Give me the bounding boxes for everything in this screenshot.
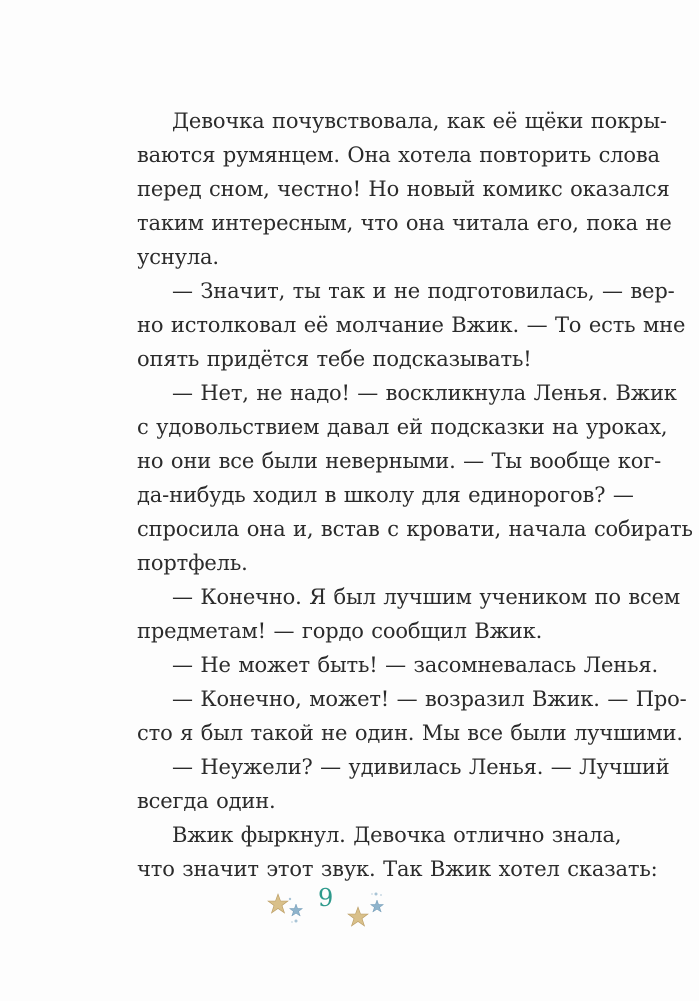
text-line: что значит этот звук. Так Вжик хотел сказать: xyxy=(137,857,658,881)
star-cluster-right-icon xyxy=(344,890,394,932)
text-line: — Неужели? — удивилась Ленья. — Лучший xyxy=(172,755,670,779)
text-line: — Конечно. Я был лучшим учеником по всем xyxy=(172,585,681,609)
paragraph xyxy=(102,274,686,376)
text-line: ваются румянцем. Она хотела повторить слова xyxy=(137,143,660,167)
text-line: уснула. xyxy=(137,245,219,269)
paragraph xyxy=(102,682,687,750)
text-line: перед сном, честно! Но новый комикс оказался xyxy=(137,177,670,201)
paragraph xyxy=(102,818,658,886)
text-line: всегда один. xyxy=(137,789,276,813)
text-line: — Нет, не надо! — воскликнула Ленья. Вжик xyxy=(172,381,677,405)
paragraph xyxy=(102,648,658,682)
text-line: таким интересным, что она читала его, пока не xyxy=(137,211,672,235)
text-line: Девочка почувствовала, как её щёки покры- xyxy=(172,109,667,133)
page-footer xyxy=(0,878,699,938)
text-line: опять придётся тебе подсказывать! xyxy=(137,347,532,371)
paragraph xyxy=(102,376,693,580)
page-number: 9 xyxy=(318,884,334,912)
text-line: — Значит, ты так и не подготовилась, — вер- xyxy=(172,279,675,303)
star-cluster-left-icon xyxy=(266,890,316,930)
text-line: с удовольствием давал ей подсказки на уроках, xyxy=(137,415,668,439)
text-line: но они все были неверными. — Ты вообще ког- xyxy=(137,449,662,473)
paragraph xyxy=(102,580,681,648)
text-line: да-нибудь ходил в школу для единорогов? — xyxy=(137,483,634,507)
text-line: спросила она и, встав с кровати, начала собирать xyxy=(137,517,693,541)
text-line: — Конечно, может! — возразил Вжик. — Про- xyxy=(172,687,687,711)
book-page-text xyxy=(102,104,693,886)
text-line: — Не может быть! — засомневалась Ленья. xyxy=(172,653,658,677)
text-line: но истолковал её молчание Вжик. — То есть мне xyxy=(137,313,686,337)
paragraph xyxy=(102,104,672,274)
text-line: Вжик фыркнул. Девочка отлично знала, xyxy=(172,823,622,847)
paragraph xyxy=(102,750,670,818)
text-line: предметам! — гордо сообщил Вжик. xyxy=(137,619,543,643)
text-line: сто я был такой не один. Мы все были лучшими. xyxy=(137,721,683,745)
text-line: портфель. xyxy=(137,551,248,575)
